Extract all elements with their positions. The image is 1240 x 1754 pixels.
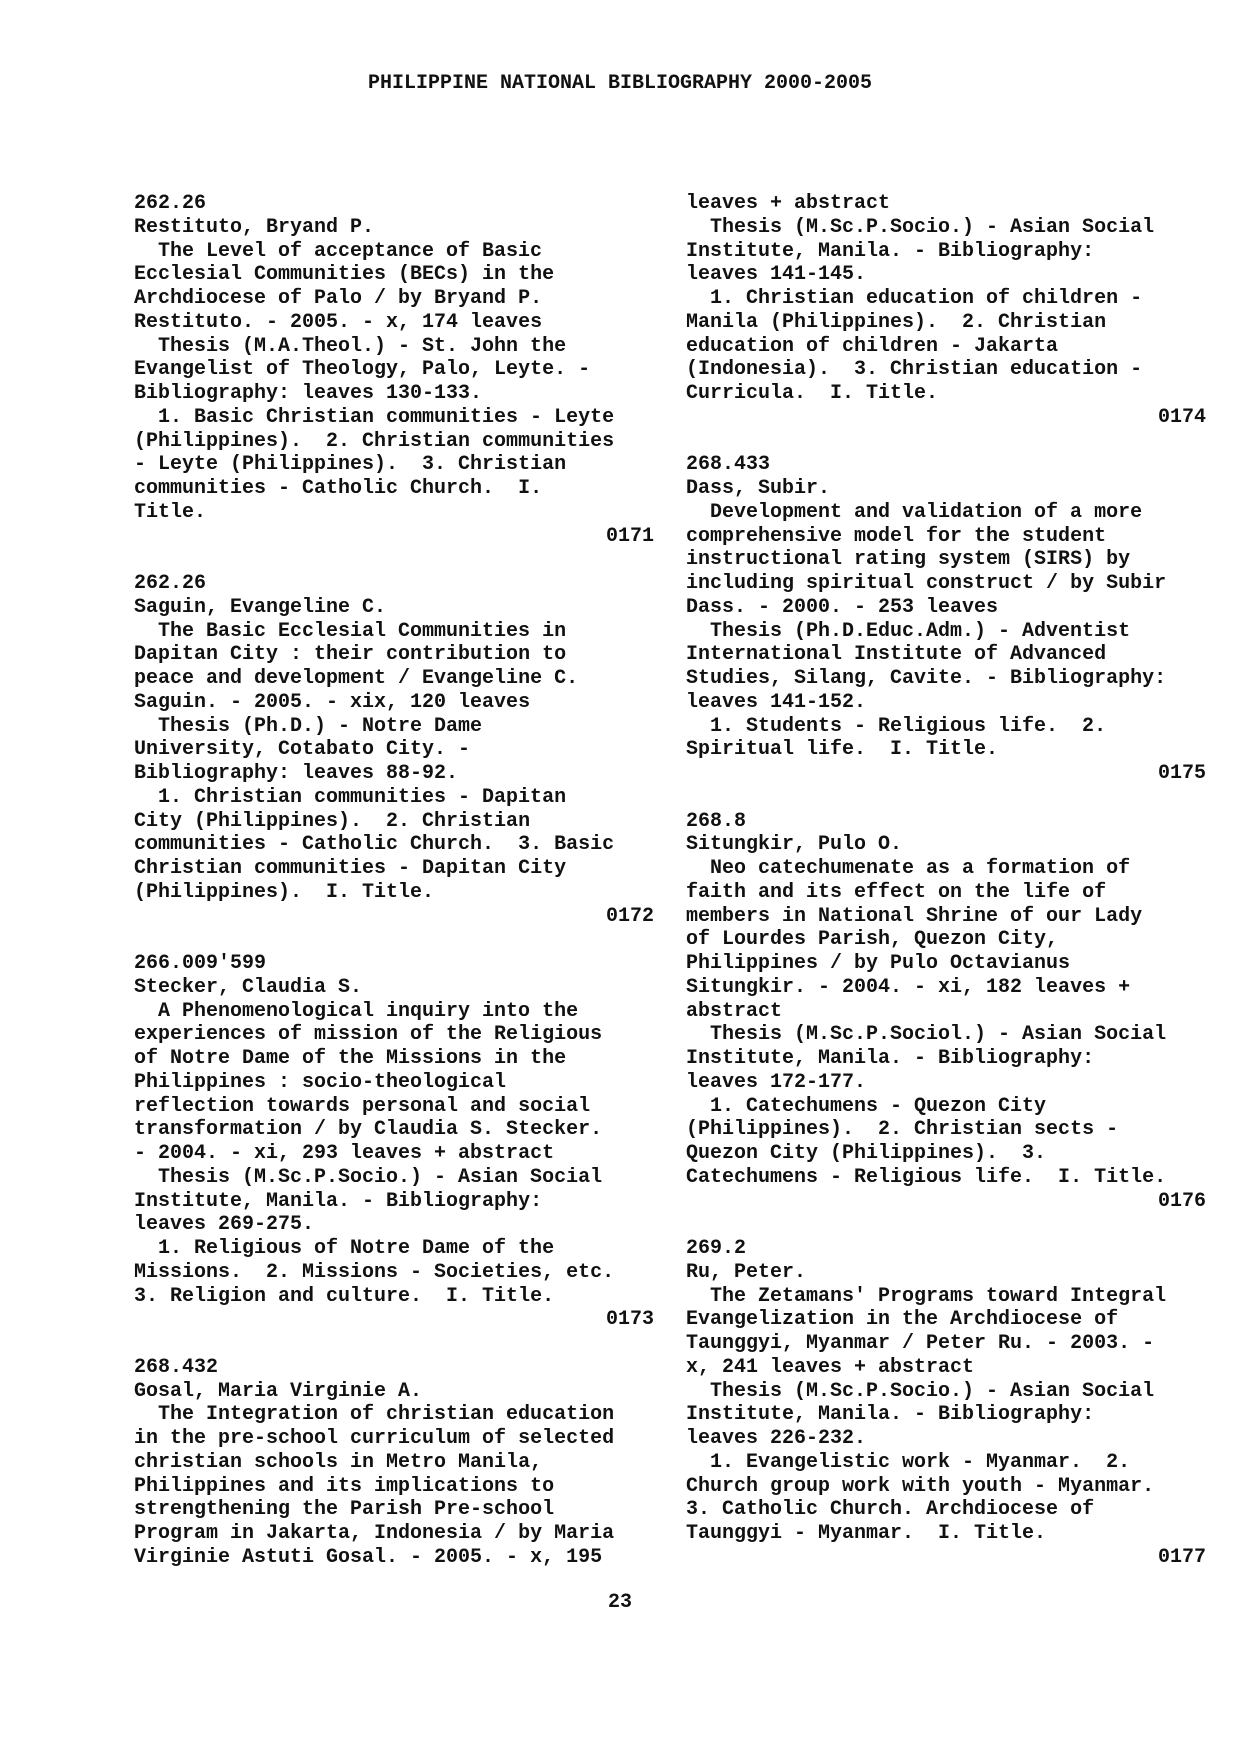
entry-spacer — [686, 786, 1206, 810]
subject-tracing: Curricula. I. Title. — [686, 382, 939, 405]
subject-tracing: 1. Students - Religious life. 2. — [710, 714, 1107, 738]
record-number: 0176 — [1157, 1189, 1206, 1213]
title-line: members in National Shrine of our Lady — [686, 904, 1143, 928]
thesis-note: Thesis (M.Sc.P.Sociol.) - Asian Social — [710, 1023, 1167, 1047]
title-line: faith and its effect on the life of — [686, 880, 1107, 904]
subject-tracing: City (Philippines). 2. Christian — [134, 809, 531, 833]
thesis-note: Bibliography: leaves 130-133. — [134, 382, 483, 405]
entry-spacer — [686, 1213, 1206, 1237]
class-number: 268.8 — [686, 809, 747, 833]
author: Ru, Peter. — [686, 1260, 807, 1284]
title-line: Philippines / by Pulo Octavianus — [686, 952, 1071, 975]
entry-spacer — [134, 928, 654, 952]
title-line: of Notre Dame of the Missions in the — [134, 1047, 567, 1070]
thesis-note: Studies, Silang, Cavite. - Bibliography: — [686, 667, 1167, 690]
thesis-note: Evangelist of Theology, Palo, Leyte. - — [134, 358, 591, 382]
thesis-note: leaves 141-152. — [686, 690, 867, 714]
subject-tracing: Church group work with youth - Myanmar. — [686, 1474, 1155, 1498]
thesis-note: University, Cotabato City. - — [134, 738, 471, 762]
bibliography-entry — [686, 1237, 1206, 1570]
title-line: of Lourdes Parish, Quezon City, — [686, 928, 1059, 952]
title-line: x, 241 leaves + abstract — [686, 1355, 975, 1379]
thesis-note: Thesis (M.Sc.P.Socio.) - Asian Social — [710, 215, 1155, 239]
author: Gosal, Maria Virginie A. — [134, 1379, 423, 1403]
thesis-note: leaves 226-232. — [686, 1427, 867, 1450]
subject-tracing: Manila (Philippines). 2. Christian — [686, 310, 1107, 334]
subject-tracing: communities - Catholic Church. 3. Basic — [134, 833, 615, 857]
thesis-note: International Institute of Advanced — [686, 643, 1107, 667]
title-line: Dapitan City : their contribution to — [134, 643, 567, 667]
thesis-note: Thesis (M.Sc.P.Socio.) - Asian Social — [158, 1165, 603, 1189]
subject-tracing: communities - Catholic Church. I. — [134, 477, 543, 500]
subject-tracing: Taunggyi - Myanmar. I. Title. — [686, 1522, 1047, 1545]
class-number: 269.2 — [686, 1237, 747, 1260]
class-number: 268.432 — [134, 1355, 219, 1379]
class-number: 262.26 — [134, 192, 207, 215]
thesis-note: Institute, Manila. - Bibliography: — [686, 1403, 1095, 1427]
title-line: Virginie Astuti Gosal. - 2005. - x, 195 — [134, 1545, 603, 1569]
title-line: christian schools in Metro Manila, — [134, 1450, 543, 1474]
thesis-note: leaves 141-145. — [686, 263, 867, 287]
entry-spacer — [134, 1332, 654, 1356]
subject-tracing: Catechumens - Religious life. I. Title. — [686, 1165, 1167, 1189]
title-line: Situngkir. - 2004. - xi, 182 leaves + — [686, 975, 1131, 999]
author: Stecker, Claudia S. — [134, 975, 363, 999]
record-number: 0175 — [1157, 762, 1206, 785]
subject-tracing: 3. Catholic Church. Archdiocese of — [686, 1498, 1095, 1522]
title-line: transformation / by Claudia S. Stecker. — [134, 1118, 603, 1142]
title-line: Restituto. - 2005. - x, 174 leaves — [134, 310, 543, 334]
subject-tracing: education of children - Jakarta — [686, 334, 1059, 358]
thesis-note: Institute, Manila. - Bibliography: — [134, 1189, 543, 1213]
title-line: Archdiocese of Palo / by Bryand P. — [134, 287, 543, 310]
record-number: 0172 — [605, 904, 654, 928]
title-line: Philippines and its implications to — [134, 1474, 555, 1498]
title-line: Dass. - 2000. - 253 leaves — [686, 595, 999, 619]
subject-tracing: - Leyte (Philippines). 3. Christian — [134, 453, 567, 477]
thesis-note: Thesis (Ph.D.Educ.Adm.) - Adventist — [710, 619, 1131, 643]
title-line: The Basic Ecclesial Communities in — [158, 619, 567, 643]
record-number: 0177 — [1157, 1545, 1206, 1569]
author: Saguin, Evangeline C. — [134, 595, 387, 619]
title-line: experiences of mission of the Religious — [134, 1023, 603, 1047]
subject-tracing: (Philippines). 2. Christian communities — [134, 429, 615, 453]
subject-tracing: 1. Evangelistic work - Myanmar. 2. — [710, 1450, 1131, 1474]
subject-tracing: (Indonesia). 3. Christian education - — [686, 358, 1143, 382]
subject-tracing: Spiritual life. I. Title. — [686, 738, 999, 762]
class-number: 268.433 — [686, 453, 771, 477]
title-line: The Level of acceptance of Basic — [158, 239, 543, 263]
thesis-note: Institute, Manila. - Bibliography: — [686, 239, 1095, 263]
class-number: 266.009'599 — [134, 952, 267, 975]
subject-tracing: 1. Basic Christian communities - Leyte — [158, 405, 615, 429]
author: Situngkir, Pulo O. — [686, 833, 903, 857]
title-line: Evangelization in the Archdiocese of — [686, 1308, 1119, 1332]
title-line: Development and validation of a more — [710, 500, 1143, 524]
entry-spacer — [134, 548, 654, 572]
title-line: in the pre-school curriculum of selected — [134, 1427, 615, 1450]
title-line: including spiritual construct / by Subir — [686, 572, 1167, 595]
subject-tracing: (Philippines). I. Title. — [134, 880, 435, 904]
title-line: leaves + abstract — [686, 192, 891, 215]
record-number: 0171 — [605, 524, 654, 548]
subject-tracing: Title. — [134, 500, 207, 524]
record-number: 0173 — [605, 1308, 654, 1332]
right-column — [686, 192, 1206, 1570]
subject-tracing: Missions. 2. Missions - Societies, etc. — [134, 1260, 615, 1284]
subject-tracing: 3. Religion and culture. I. Title. — [134, 1284, 555, 1308]
subject-tracing: Christian communities - Dapitan City — [134, 857, 567, 880]
author: Dass, Subir. — [686, 477, 831, 500]
title-line: comprehensive model for the student — [686, 524, 1107, 548]
title-line: Ecclesial Communities (BECs) in the — [134, 263, 555, 287]
title-line: Neo catechumenate as a formation of — [710, 857, 1131, 880]
bibliography-entry — [686, 192, 1206, 430]
subject-tracing: 1. Catechumens - Quezon City — [710, 1094, 1047, 1118]
thesis-note: Thesis (Ph.D.) - Notre Dame — [158, 714, 483, 738]
title-line: abstract — [686, 999, 783, 1023]
left-column — [134, 192, 654, 1570]
thesis-note: Bibliography: leaves 88-92. — [134, 762, 459, 785]
thesis-note: Thesis (M.A.Theol.) - St. John the — [158, 334, 567, 358]
thesis-note: leaves 269-275. — [134, 1213, 315, 1237]
title-line: strengthening the Parish Pre-school — [134, 1498, 555, 1522]
subject-tracing: (Philippines). 2. Christian sects - — [686, 1118, 1119, 1142]
bibliography-entry — [686, 810, 1206, 1214]
running-head: PHILIPPINE NATIONAL BIBLIOGRAPHY 2000-2005 — [367, 72, 873, 95]
title-line: reflection towards personal and social — [134, 1094, 591, 1118]
thesis-note: Institute, Manila. - Bibliography: — [686, 1047, 1095, 1070]
record-number: 0174 — [1157, 405, 1206, 429]
title-line: The Zetamans' Programs toward Integral — [710, 1284, 1167, 1308]
author: Restituto, Bryand P. — [134, 215, 375, 239]
bibliography-entry — [134, 1356, 654, 1570]
page-number: 23 — [607, 1591, 632, 1614]
subject-tracing: Quezon City (Philippines). 3. — [686, 1142, 1047, 1165]
bibliography-entry — [134, 572, 654, 928]
bibliography-entry — [134, 952, 654, 1332]
title-line: peace and development / Evangeline C. — [134, 667, 579, 690]
subject-tracing: 1. Christian education of children - — [710, 287, 1143, 310]
thesis-note: Thesis (M.Sc.P.Socio.) - Asian Social — [710, 1379, 1155, 1403]
title-line: Saguin. - 2005. - xix, 120 leaves — [134, 690, 531, 714]
bibliography-entry — [686, 453, 1206, 786]
subject-tracing: 1. Religious of Notre Dame of the — [158, 1237, 555, 1260]
title-line: The Integration of christian education — [158, 1403, 615, 1427]
class-number: 262.26 — [134, 572, 207, 595]
title-line: instructional rating system (SIRS) by — [686, 548, 1131, 572]
title-line: A Phenomenological inquiry into the — [158, 999, 579, 1023]
thesis-note: leaves 172-177. — [686, 1070, 867, 1094]
title-line: Philippines : socio-theological — [134, 1070, 507, 1094]
entry-spacer — [686, 430, 1206, 454]
title-line: - 2004. - xi, 293 leaves + abstract — [134, 1142, 555, 1165]
title-line: Taunggyi, Myanmar / Peter Ru. - 2003. - — [686, 1332, 1155, 1355]
title-line: Program in Jakarta, Indonesia / by Maria — [134, 1522, 615, 1545]
bibliography-entry — [134, 192, 654, 548]
subject-tracing: 1. Christian communities - Dapitan — [158, 785, 567, 809]
